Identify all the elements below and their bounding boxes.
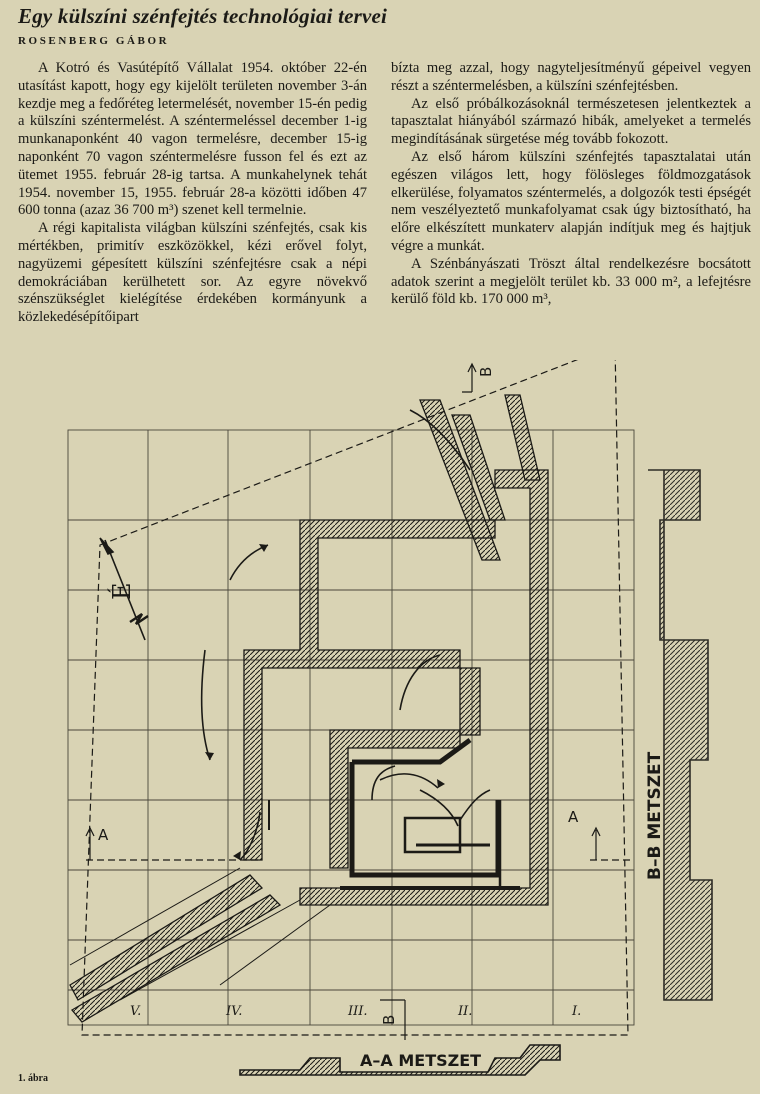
section-aa-label: A–A METSZET bbox=[360, 1051, 482, 1070]
article-title: Egy külszíni szénfejtés technológiai tervei bbox=[18, 4, 388, 28]
zone-label: I. bbox=[572, 1004, 582, 1019]
section-bb-profile bbox=[648, 470, 712, 1000]
mine-plan-diagram bbox=[0, 360, 760, 1094]
paragraph: Az első próbálkozásoknál természetesen jelentkeztek a tapasztalat hiányából származó hibák, amelyeket a termelés megindításának sürgetése még tovább fokozott. bbox=[391, 95, 751, 148]
marker-a-left: A bbox=[98, 826, 109, 844]
access-ramps bbox=[70, 875, 280, 1022]
zone-label: IV. bbox=[226, 1004, 243, 1019]
inner-pit bbox=[340, 740, 520, 888]
paragraph: bízta meg azzal, hogy nagyteljesítményű gépeivel vegyen részt a széntermelésben, a külszíni szénfejtésben. bbox=[391, 60, 751, 94]
zone-label: V. bbox=[130, 1004, 142, 1019]
paragraph: A Szénbányászati Tröszt által rendelkezésre bocsátott adatok szerint a megjelölt terület kb. 33 000 m², a lefejtésre kerülő föld kb. 170 000 m³, bbox=[391, 255, 751, 308]
section-bb-label: B–B METSZET bbox=[645, 751, 665, 880]
left-column bbox=[18, 60, 367, 327]
marker-b-top: B bbox=[477, 366, 495, 377]
paragraph: A Kotró és Vasútépítő Vállalat 1954. október 22-én utasítást kapott, hogy egy kijelölt területen november 3-án kezdje meg a fedőréteg letermelését, november 15-én pedig a külszíni széntermelést. A széntermeléssel december 1-ig munkanaponként 40 vagon termelésre, december 15-ig naponként 70 vagon széntermelésre fusson fel és ezt az ütemet 1955. február 28-ig tartsa. A munkahelynek tehát 1954. november 15, 1955. február 28-a közötti időben 47 600 tonna (azaz 36 700 m³) szenet kell termelnie. bbox=[18, 60, 367, 219]
north-mark: É bbox=[108, 582, 136, 600]
marker-b-bottom: B bbox=[380, 1014, 398, 1025]
zone-label: III. bbox=[348, 1004, 368, 1019]
paragraph: A régi kapitalista világban külszíni szénfejtés, csak kis mértékben, primitív eszközökkel, kézi erővel folyt, nagyüzemi gépesített külszíni szénfejtésre csak a népi demokráciában kerülhetett sor. Az egyre növekvő szénszükséglet kielégítése érdekében kormányunk a közlekedésépítőipart bbox=[18, 220, 367, 326]
article-author: ROSENBERG GÁBOR bbox=[18, 35, 170, 47]
marker-a-right: A bbox=[568, 808, 579, 826]
zone-label: II. bbox=[458, 1004, 473, 1019]
right-column bbox=[391, 60, 751, 309]
paragraph: Az első három külszíni szénfejtés tapasztalatai után egészen világos lett, hogy fölösleges földmozgatások elkerülése, folyamatos széntermelés, a dolgozók testi épségét nem veszélyeztető munkafolyamat csak úgy biztosítható, ha előre elkészített munkaterv alapján indítjuk meg és hajtjuk végre a munkát. bbox=[391, 148, 751, 254]
figure-caption: 1. ábra bbox=[18, 1073, 48, 1084]
